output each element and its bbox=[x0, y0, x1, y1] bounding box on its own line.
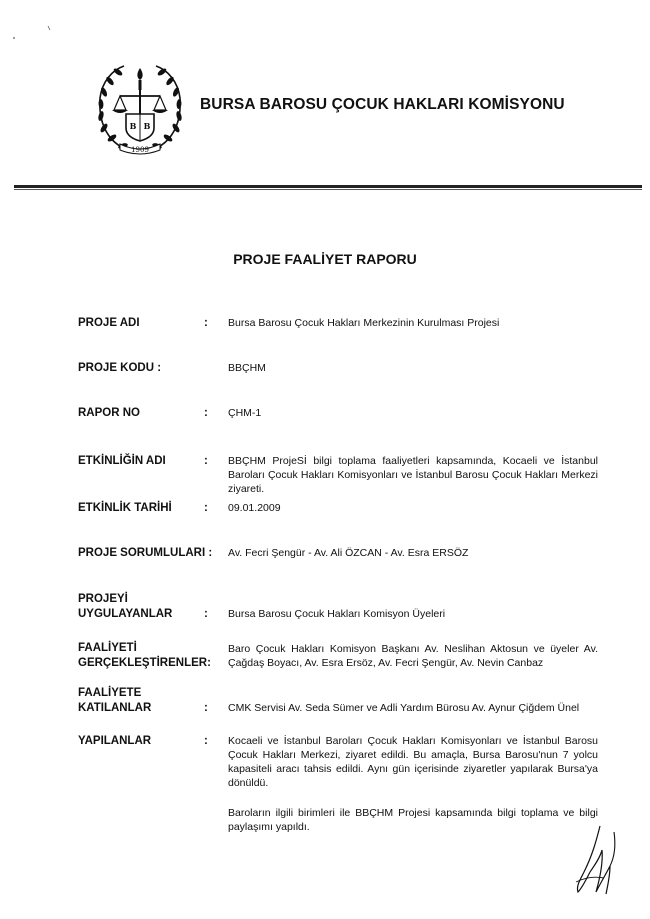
field-value: Bursa Barosu Çocuk Hakları Merkezinin Kurulması Projesi bbox=[228, 317, 500, 329]
field-label: PROJE SORUMLULARI : bbox=[78, 547, 213, 559]
field-colon: : bbox=[204, 455, 208, 467]
field-label-line: KATILANLAR bbox=[78, 702, 152, 714]
field-label: YAPILANLAR bbox=[78, 735, 152, 747]
report-title: PROJE FAALİYET RAPORU bbox=[233, 251, 417, 267]
field-colon: : bbox=[204, 317, 208, 329]
field-label-line: PROJEYİ bbox=[78, 593, 128, 605]
field-label bbox=[78, 641, 211, 671]
field-label: PROJE KODU : bbox=[78, 362, 162, 374]
field-label-line: FAALİYETE bbox=[78, 687, 142, 699]
activity-paragraph: Baroların ilgili birimleri ile BBÇHM Projesi kapsamında bilgi toplama ve bilgi paylaşımı yapıldı. bbox=[228, 807, 598, 833]
field-value: Bursa Barosu Çocuk Hakları Komisyon Üyeleri bbox=[228, 608, 446, 620]
signature-mark bbox=[570, 822, 625, 897]
field-value: CMK Servisi Av. Seda Sümer ve Adli Yardım Bürosu Av. Aynur Çiğdem Ünel bbox=[228, 702, 580, 714]
field-value: ÇHM-1 bbox=[228, 407, 262, 419]
field-label: ETKİNLİK TARİHİ bbox=[78, 502, 172, 514]
field-label: RAPOR NO bbox=[78, 407, 140, 419]
emblem-initial-right: B bbox=[143, 121, 151, 131]
field-colon: : bbox=[204, 608, 208, 620]
field-value: Av. Fecri Şengür - Av. Ali ÖZCAN - Av. Esra ERSÖZ bbox=[228, 547, 469, 559]
field-label: PROJE ADI bbox=[78, 317, 140, 329]
field-value: Baro Çocuk Hakları Komisyon Başkanı Av. Neslihan Aktosun ve üyeler Av. Çağdaş Boyacı, Av. Esra Ersöz, Av. Fecri Şengür, Av. Nevin Canbaz bbox=[228, 643, 598, 669]
field-value: 09.01.2009 bbox=[228, 502, 281, 514]
field-colon: : bbox=[204, 735, 208, 747]
field-label bbox=[78, 686, 151, 716]
field-label-line: UYGULAYANLAR bbox=[78, 608, 173, 620]
field-value bbox=[228, 734, 598, 834]
field-value: BBÇHM ProjeSİ bilgi toplama faaliyetleri kapsamında, Kocaeli ve İstanbul Baroları Çocuk Hakları Komisyonları ve İstanbul Barosu Çocuk Hakları Merkezi ziyareti. bbox=[228, 455, 598, 495]
emblem-year: 1909 bbox=[131, 146, 149, 154]
field-label bbox=[78, 592, 172, 622]
scan-specks bbox=[10, 24, 60, 44]
field-colon: : bbox=[204, 407, 208, 419]
header-divider bbox=[14, 185, 642, 188]
emblem-initial-left: B bbox=[129, 121, 137, 131]
field-colon: : bbox=[204, 702, 208, 714]
bar-association-emblem-icon bbox=[90, 58, 190, 158]
field-colon: : bbox=[204, 502, 208, 514]
field-label-line: FAALİYETİ bbox=[78, 642, 137, 654]
header-divider-thin bbox=[14, 189, 642, 190]
organization-title: BURSA BAROSU ÇOCUK HAKLARI KOMİSYONU bbox=[200, 96, 565, 113]
field-value: BBÇHM bbox=[228, 362, 266, 374]
field-label-line: GERÇEKLEŞTİRENLER: bbox=[78, 657, 211, 669]
field-label: ETKİNLİĞİN ADI bbox=[78, 455, 166, 467]
activity-paragraph: Kocaeli ve İstanbul Baroları Çocuk Hakları Komisyonları ve İstanbul Barosu Çocuk Hakları Merkezi, ziyaret edildi. Bu amaçla, Bursa Barosu'nun 7 yolcu kapasiteli aracı tahsis edildi. Aynı gün içerisinde ziyaretler yapılarak Bursa'ya dönüldü. bbox=[228, 735, 598, 789]
